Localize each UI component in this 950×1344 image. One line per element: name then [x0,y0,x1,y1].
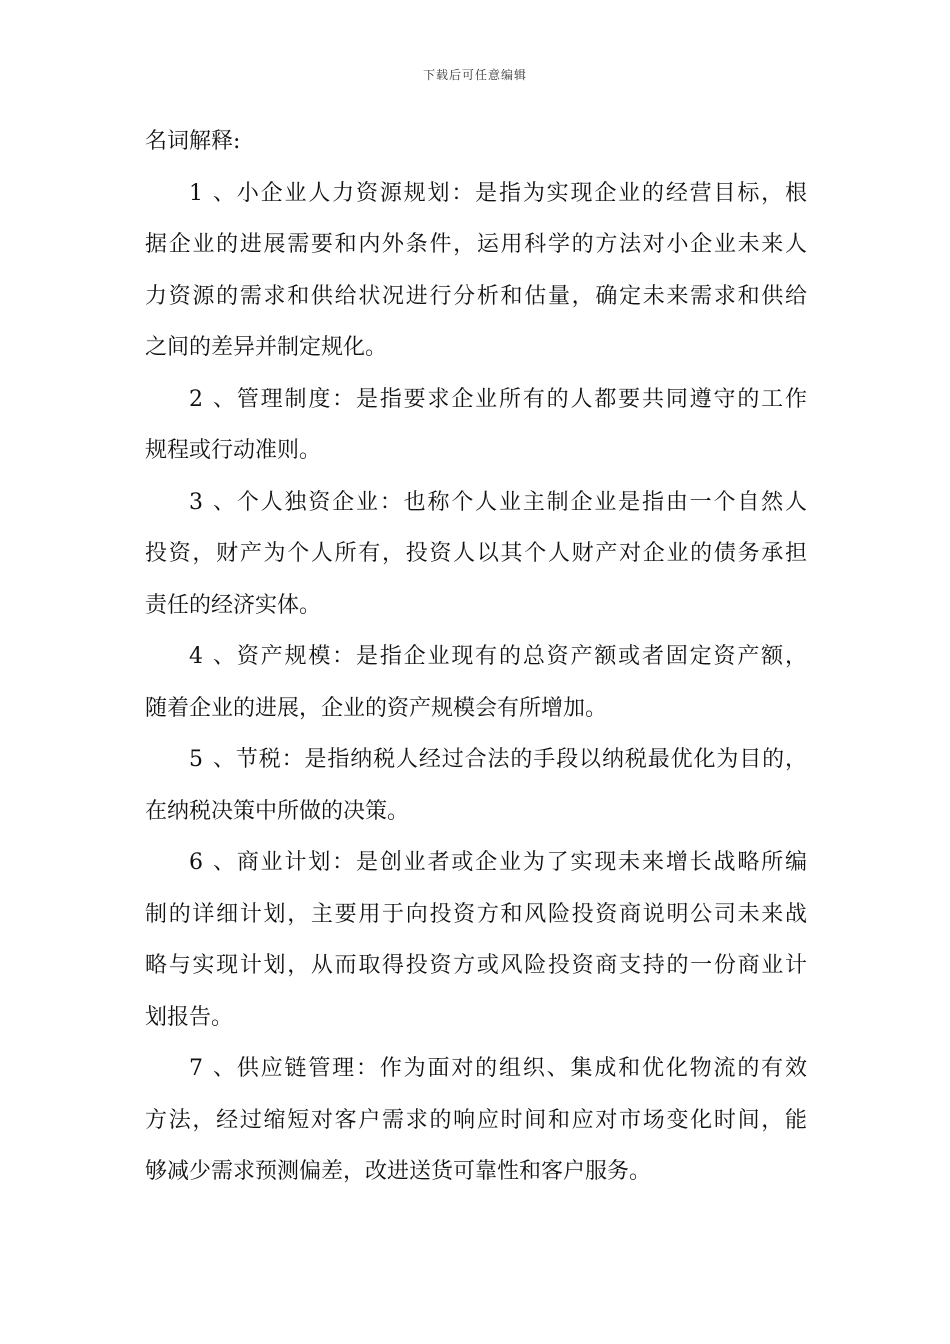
definition-line [145,734,807,786]
definition-line [145,168,807,220]
definition-text: 供应链管理：作为面对的组织、集成和优化物流的有效 [235,1056,807,1081]
definition-text: 小企业人力资源规划：是指为实现企业的经营目标，根 [235,180,807,206]
definition-item-4 [145,631,807,734]
definition-line [145,374,807,426]
definition-line: 够减少需求预测偏差，改进送货可靠性和客户服务。 [145,1159,652,1184]
definition-line: 划报告。 [145,1004,234,1030]
definition-item-7 [145,1043,807,1198]
definition-text: 个人独资企业：也称个人业主制企业是指由一个自然人 [235,489,807,515]
item-number: 5、 [189,747,235,772]
definition-text: 商业计划：是创业者或企业为了实现未来增长战略所编 [235,850,807,875]
definition-line: 之间的差异并制定规化。 [145,335,388,360]
definition-item-6 [145,837,807,1043]
definition-text: 管理制度：是指要求企业所有的人都要共同遵守的工作 [235,386,807,412]
item-number: 1、 [189,180,235,206]
definition-text: 资产规模：是指企业现有的总资产额或者固定资产额， [235,644,807,669]
definition-line: 方法，经过缩短对客户需求的响应时间和应对市场变化时间，能 [145,1107,807,1133]
definition-line: 制的详细计划，主要用于向投资方和风险投资商说明公司未来战 [145,901,807,927]
definition-line: 责任的经济实体。 [145,592,322,618]
definition-item-2 [145,374,807,477]
definition-line: 略与实现计划，从而取得投资方或风险投资商支持的一份商业计 [145,953,807,978]
definition-text: 节税：是指纳税人经过合法的手段以纳税最优化为目的， [235,747,807,772]
definition-item-3 [145,477,807,632]
definition-item-1 [145,168,807,374]
item-number: 3、 [189,489,235,515]
document-body [145,116,807,1198]
definition-line: 投资，财产为个人所有，投资人以其个人财产对企业的债务承担 [145,541,807,566]
definition-item-5 [145,734,807,837]
item-number: 6、 [189,850,235,875]
definition-line: 规程或行动准则。 [145,438,322,463]
definition-line: 力资源的需求和供给状况进行分析和估量，确定未来需求和供给 [145,283,807,309]
definition-line: 随着企业的进展，企业的资产规模会有所增加。 [145,695,608,721]
item-number: 2、 [189,386,235,412]
definition-line [145,477,807,529]
definition-line [145,837,807,889]
item-number: 4、 [189,644,235,669]
page-header: 下载后可任意编辑 [422,68,527,82]
definition-line: 在纳税决策中所做的决策。 [145,798,410,824]
definition-line [145,1043,807,1095]
definition-line: 据企业的进展需要和内外条件，运用科学的方法对小企业未来人 [145,232,807,257]
document-heading: 名词解释: [145,129,241,154]
item-number: 7、 [189,1056,235,1081]
definition-line [145,631,807,683]
